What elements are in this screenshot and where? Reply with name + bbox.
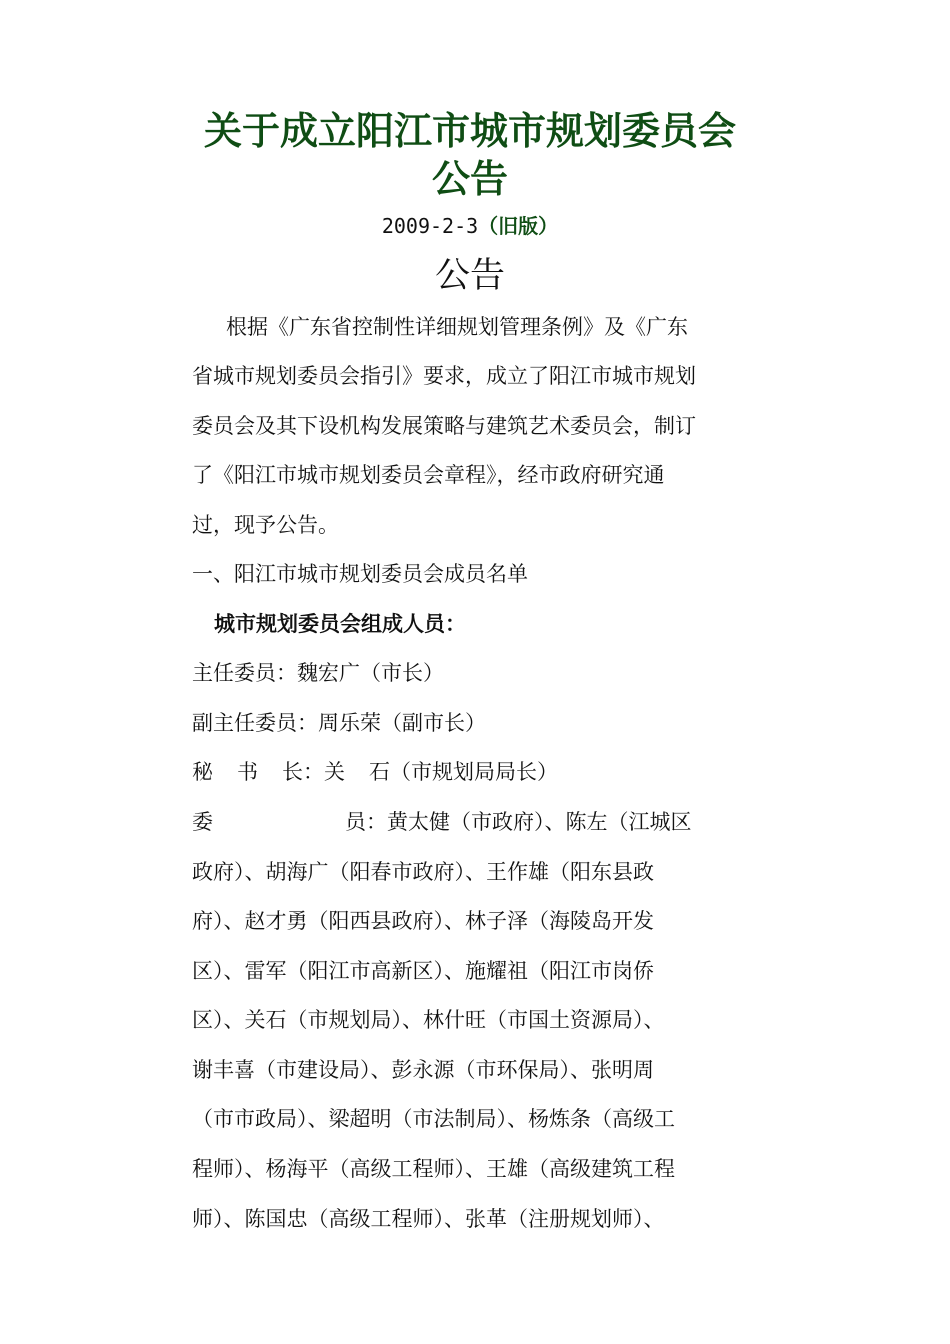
secretary-label-3: 长：关 [282, 760, 345, 784]
members-line: 区）、关石（市规划局）、林什旺（市国土资源局）、 [192, 1008, 665, 1032]
vice-chairman-line: 副主任委员：周乐荣（副市长） [192, 711, 486, 735]
notice-subtitle: 公告 [434, 256, 505, 296]
paragraph-line-3: 委员会及其下设机构发展策略与建筑艺术委员会，制订 [192, 414, 696, 438]
section-heading: 一、阳江市城市规划委员会成员名单 [192, 562, 528, 586]
date-line [140, 212, 800, 241]
document-title-line-2: 公告 [431, 156, 508, 201]
edition-label: （旧版） [478, 214, 559, 238]
members-line: 府）、赵才勇（阳西县政府）、林子泽（海陵岛开发 [192, 909, 654, 933]
secretary-label-4: 石（市规划局局长） [369, 760, 558, 784]
members-line: 程师）、杨海平（高级工程师）、王雄（高级建筑工程 [192, 1157, 675, 1181]
group-heading: 城市规划委员会组成人员： [214, 611, 466, 636]
secretary-general-line [192, 755, 752, 789]
paragraph-line-1: 根据《广东省控制性详细规划管理条例》及《广东 [226, 315, 688, 339]
members-label-1: 委 [192, 810, 213, 834]
secretary-label-2: 书 [237, 760, 258, 784]
paragraph-line-2: 省城市规划委员会指引》要求，成立了阳江市城市规划 [192, 364, 696, 388]
members-line-first [192, 805, 752, 839]
secretary-label-1: 秘 [192, 760, 213, 784]
paragraph-line-4: 了《阳江市城市规划委员会章程》，经市政府研究通 [192, 463, 665, 487]
members-line: 区）、雷军（阳江市高新区）、施耀祖（阳江市岗侨 [192, 959, 654, 983]
chairman-line: 主任委员：魏宏广（市长） [192, 661, 444, 685]
members-line: 师）、陈国忠（高级工程师）、张革（注册规划师）、 [192, 1207, 665, 1231]
document-title-line-1: 关于成立阳江市城市规划委员会 [203, 108, 736, 153]
members-line: 政府）、胡海广（阳春市政府）、王作雄（阳东县政 [192, 860, 654, 884]
publish-date: 2009-2-3 [381, 214, 479, 238]
members-label-2: 员：黄太健（市政府）、陈左（江城区 [345, 810, 692, 834]
members-line: 谢丰喜（市建设局）、彭永源（市环保局）、张明周 [192, 1058, 654, 1082]
paragraph-line-5: 过，现予公告。 [192, 513, 339, 537]
members-line: （市市政局）、梁超明（市法制局）、杨炼条（高级工 [192, 1107, 675, 1131]
